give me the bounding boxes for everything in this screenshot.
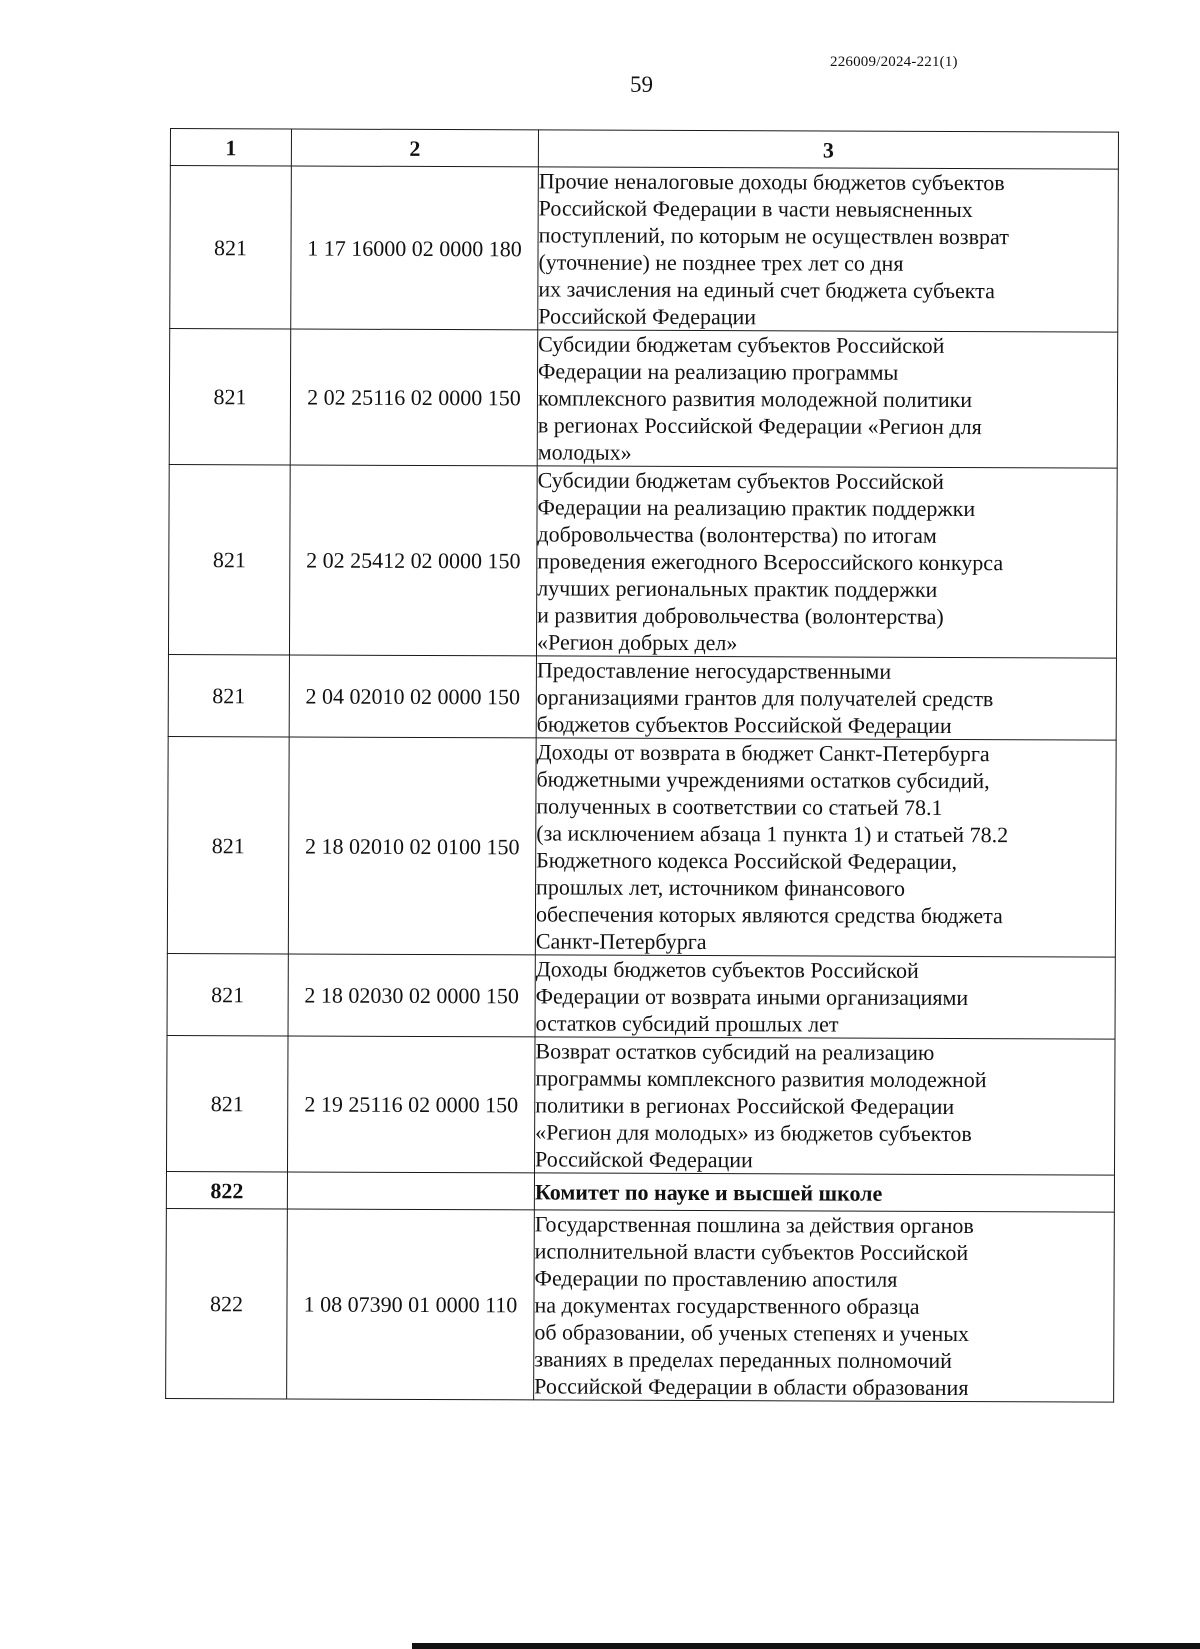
description-line: молодых»: [537, 439, 632, 465]
admin-code-cell: 821: [170, 166, 292, 329]
description-line: Бюджетного кодекса Российской Федерации,: [536, 847, 958, 875]
description-line: Государственная пошлина за действия органов: [534, 1211, 974, 1239]
description-line: их зачисления на единый счет бюджета субъекта: [538, 276, 995, 304]
budget-classification-code-cell: 2 02 25412 02 0000 150: [289, 465, 537, 656]
table-row: [168, 464, 1117, 658]
description-line: (за исключением абзаца 1 пункта 1) и статьей 78.2: [536, 820, 1009, 848]
description-line: остатков субсидий прошлых лет: [535, 1010, 839, 1037]
table-row: [169, 329, 1118, 469]
table-row: [166, 1208, 1115, 1402]
description-line: бюджетными учреждениями остатков субсидий,: [536, 766, 990, 794]
description-line: (уточнение) не позднее трех лет со дня: [538, 249, 904, 276]
description-line: Доходы от возврата в бюджет Санкт-Петербурга: [536, 739, 990, 767]
admin-code-cell: 822: [166, 1171, 287, 1208]
revenue-description-cell: [537, 330, 1118, 468]
budget-classification-code-cell: 1 08 07390 01 0000 110: [287, 1209, 535, 1400]
description-line: Российской Федерации в области образования: [534, 1373, 969, 1401]
description-line: Федерации на реализацию программы: [538, 358, 899, 385]
description-line: Российской Федерации в части невыясненных: [538, 195, 973, 223]
revenue-description-cell: [534, 1037, 1115, 1175]
description-line: Российской Федерации: [538, 303, 757, 330]
revenue-description-cell: [535, 738, 1116, 957]
description-line: Российской Федерации: [534, 1146, 753, 1173]
table-row: [167, 736, 1116, 957]
description-line: Возврат остатков субсидий на реализацию: [535, 1038, 935, 1065]
budget-classification-code-cell: 2 04 02010 02 0000 150: [289, 655, 536, 738]
description-line: Прочие неналоговые доходы бюджетов субъектов: [538, 168, 1005, 196]
description-line: комплексного развития молодежной политики: [537, 385, 973, 413]
description-line: программы комплексного развития молодежной: [535, 1065, 987, 1093]
description-line: Федерации на реализацию практик поддержки: [537, 494, 976, 522]
description-line: политики в регионах Российской Федерации: [535, 1092, 955, 1120]
revenue-description-cell: [536, 656, 1116, 740]
admin-code-cell: 821: [168, 464, 290, 654]
revenue-description-cell: [534, 1210, 1115, 1402]
description-line: Субсидии бюджетам субъектов Российской: [538, 331, 945, 358]
table-body: [166, 166, 1119, 1403]
page-number: 59: [630, 72, 653, 97]
budget-classification-code-cell: [287, 1172, 534, 1210]
admin-code-cell: 821: [167, 736, 289, 953]
description-line: на документах государственного образца: [534, 1292, 920, 1319]
description-line: бюджетов субъектов Российской Федерации: [536, 711, 952, 739]
column-header-3: 3: [538, 130, 1118, 169]
budget-classification-code-cell: 2 18 02030 02 0000 150: [288, 954, 535, 1037]
admin-code-cell: 821: [168, 654, 289, 736]
description-line: организациями грантов для получателей средств: [536, 684, 994, 712]
revenue-description-cell: [536, 466, 1117, 658]
description-line: добровольчества (волонтерства) по итогам: [537, 521, 937, 548]
table-row: [168, 654, 1116, 740]
revenue-description-cell: [538, 167, 1119, 332]
description-line: «Регион добрых дел»: [536, 629, 738, 656]
description-line: полученных в соответствии со статьей 78.1: [536, 793, 943, 820]
description-line: в регионах Российской Федерации «Регион для: [537, 412, 982, 440]
admin-code-cell: 822: [166, 1208, 288, 1398]
revenue-description-cell: [534, 1173, 1114, 1212]
revenue-description-cell: [535, 955, 1115, 1039]
column-header-2: 2: [291, 129, 538, 167]
description-line: исполнительной власти субъектов Российской: [534, 1238, 969, 1266]
budget-classification-code-cell: 1 17 16000 02 0000 180: [291, 166, 539, 330]
description-line: Федерации от возврата иными организациями: [535, 983, 969, 1011]
description-line: Комитет по науке и высшей школе: [534, 1178, 883, 1206]
admin-code-cell: 821: [167, 953, 288, 1035]
budget-classification-code-cell: 2 19 25116 02 0000 150: [287, 1036, 535, 1173]
description-line: Федерации по проставлению апостиля: [534, 1265, 898, 1292]
description-line: поступлений, по которым не осуществлен возврат: [538, 222, 1009, 250]
description-line: Доходы бюджетов субъектов Российской: [535, 956, 919, 983]
description-line: обеспечения которых являются средства бюджета: [535, 901, 1003, 929]
section-header-row: [166, 1171, 1114, 1212]
admin-code-cell: 821: [169, 329, 291, 465]
table-header-row: [170, 129, 1118, 170]
table-row: [166, 1035, 1115, 1175]
table-row: [167, 953, 1115, 1039]
description-line: званиях в пределах переданных полномочий: [534, 1346, 952, 1374]
table-row: [170, 166, 1119, 333]
description-line: Предоставление негосударственными: [536, 657, 892, 684]
description-line: лучших региональных практик поддержки: [537, 575, 938, 602]
description-line: Субсидии бюджетам субъектов Российской: [537, 467, 944, 494]
description-line: «Регион для молодых» из бюджетов субъектов: [535, 1119, 972, 1147]
revenue-code-table: [165, 128, 1119, 1403]
description-line: прошлых лет, источником финансового: [536, 874, 906, 901]
description-line: об образовании, об ученых степенях и ученых: [534, 1319, 970, 1347]
budget-classification-code-cell: 2 18 02010 02 0100 150: [288, 737, 536, 955]
document-id: 226009/2024-221(1): [830, 54, 958, 70]
description-line: и развития добровольчества (волонтерства): [537, 602, 944, 629]
column-header-1: 1: [170, 129, 291, 166]
budget-classification-code-cell: 2 02 25116 02 0000 150: [290, 329, 538, 466]
scan-edge-line: [412, 1643, 1200, 1649]
description-line: Санкт-Петербурга: [535, 928, 707, 955]
admin-code-cell: 821: [166, 1035, 288, 1171]
description-line: проведения ежегодного Всероссийского конкурса: [537, 548, 1004, 576]
